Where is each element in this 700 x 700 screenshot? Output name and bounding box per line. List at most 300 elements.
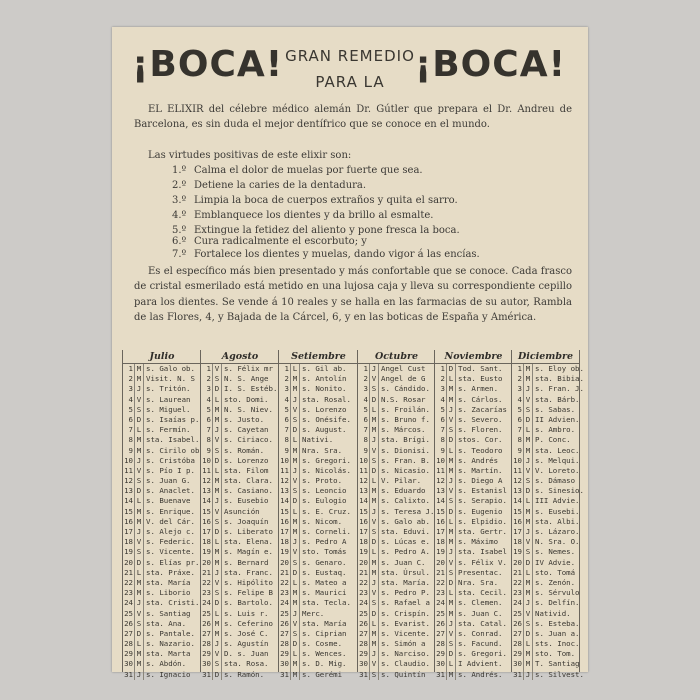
saint-name: s. Tritón. — [146, 384, 191, 394]
calendar-day-row — [512, 629, 579, 639]
weekday-letter: D — [212, 598, 222, 608]
calendar-day-row — [435, 558, 512, 568]
calendar-day-row — [279, 670, 358, 680]
day-number: 17 — [280, 527, 289, 536]
calendar-day-row — [435, 517, 512, 527]
weekday-letter: V — [290, 405, 300, 415]
day-number: 23 — [202, 588, 211, 598]
month-header: Octubre — [358, 350, 435, 364]
saint-name: s. Cándido. — [381, 384, 430, 394]
weekday-letter: M — [290, 374, 300, 384]
virtue-item — [172, 178, 366, 193]
saint-name: s. Severo. — [458, 414, 503, 424]
calendar-day-row — [279, 537, 358, 547]
calendar-day-row — [123, 415, 201, 425]
day-number: 9 — [206, 445, 211, 455]
day-number: 26 — [359, 618, 368, 628]
saint-name: s. Zenón. — [535, 577, 576, 587]
day-number: 4 — [206, 394, 211, 404]
weekday-letter: M — [290, 598, 300, 608]
day-number: 16 — [280, 516, 289, 526]
calendar-day-row — [279, 629, 358, 639]
saint-name: s. Félix V. — [458, 557, 507, 567]
calendar-day-row — [358, 649, 435, 659]
day-number: 29 — [359, 649, 368, 659]
weekday-letter: M — [446, 466, 456, 476]
saint-name: s. Zacarías — [458, 404, 507, 414]
calendar-day-row — [512, 669, 584, 680]
weekday-letter: L — [134, 496, 144, 506]
saint-name: sta. Bárb. — [535, 394, 580, 404]
calendar-day-row — [435, 649, 512, 659]
saint-name: s. Cárlos. — [458, 394, 503, 404]
weekday-letter: V — [212, 649, 222, 659]
calendar-day-row — [279, 578, 358, 588]
weekday-letter: D — [369, 466, 379, 476]
day-number: 31 — [513, 669, 522, 679]
day-number: 6 — [363, 414, 368, 424]
day-number: 7 — [206, 425, 211, 435]
saint-name: P. Conc. — [535, 435, 571, 445]
weekday-letter: S — [290, 629, 300, 639]
calendar-day-row — [279, 517, 358, 527]
day-number: 14 — [280, 496, 289, 506]
day-number: 26 — [202, 618, 211, 628]
saint-name: s. Ciriaco. — [224, 435, 273, 445]
weekday-letter: M — [446, 456, 456, 466]
weekday-letter: M — [446, 395, 456, 405]
calendar-day-row — [512, 435, 579, 445]
day-number: 30 — [280, 659, 289, 669]
calendar-day-row — [512, 446, 579, 456]
weekday-letter: M — [134, 578, 144, 588]
virtue-number: 1.º — [172, 165, 187, 176]
saint-name: s. Gregori. — [302, 455, 351, 465]
weekday-letter: S — [446, 639, 456, 649]
saint-name: sta. Franc. — [224, 567, 273, 577]
saint-name: s. Román. — [224, 445, 265, 455]
calendar-day-row — [358, 486, 435, 496]
calendar-day-row — [435, 466, 512, 476]
weekday-letter: J — [446, 619, 456, 629]
saint-name: s. Eustaq. — [302, 567, 347, 577]
saint-name: s. Gregori. — [458, 649, 507, 659]
day-number: 24 — [359, 598, 368, 608]
day-number: 14 — [436, 496, 445, 506]
saint-name: s. Crispín. — [381, 608, 430, 618]
calendar-day-row — [512, 578, 579, 588]
saint-name: sta. Marta — [146, 649, 191, 659]
day-number: 12 — [124, 476, 133, 486]
saint-name: s. Simón a — [381, 639, 426, 649]
calendar-day-row — [435, 670, 512, 680]
day-number: 2 — [517, 374, 522, 384]
weekday-letter: D — [446, 507, 456, 517]
saint-name: s. Juan C. — [381, 557, 426, 567]
weekday-letter: D — [446, 649, 456, 659]
day-number: 9 — [363, 445, 368, 455]
calendar-day-row — [435, 425, 512, 435]
weekday-letter: D — [446, 435, 456, 445]
saint-name: s. Hipólito — [224, 577, 273, 587]
calendar-day-row — [358, 609, 435, 619]
weekday-letter: S — [446, 568, 456, 578]
weekday-letter: V — [134, 609, 144, 619]
calendar-day-row — [358, 405, 435, 415]
weekday-letter: M — [523, 446, 533, 456]
calendar-day-row — [279, 364, 358, 374]
saint-name: I. S. Estéb. — [224, 384, 278, 394]
calendar-day-row — [358, 476, 435, 486]
weekday-letter: L — [446, 517, 456, 527]
day-number: 29 — [124, 649, 133, 659]
day-number: 6 — [440, 414, 445, 424]
calendar-day-row — [512, 466, 579, 476]
weekday-letter: M — [523, 578, 533, 588]
weekday-letter: S — [290, 486, 300, 496]
day-number: 16 — [513, 516, 522, 526]
calendar-day-row — [512, 496, 579, 506]
weekday-letter: M — [369, 496, 379, 506]
saint-name: Asunción — [224, 506, 260, 516]
calendar-day-row — [435, 568, 512, 578]
day-number: 17 — [359, 527, 368, 536]
day-number: 30 — [202, 659, 211, 669]
weekday-letter: M — [290, 446, 300, 456]
calendar-day-row — [358, 517, 435, 527]
saint-name: II Advien. — [535, 414, 580, 424]
day-number: 26 — [280, 618, 289, 628]
calendar-day-row — [123, 659, 201, 669]
calendar-day-row — [201, 425, 279, 435]
day-number: 2 — [128, 374, 133, 384]
weekday-letter: D — [369, 537, 379, 547]
weekday-letter: J — [446, 547, 456, 557]
calendar-day-row — [512, 486, 584, 496]
saint-name: sta. Leoc. — [535, 445, 580, 455]
calendar-day-row — [358, 659, 435, 669]
day-number: 2 — [440, 374, 445, 384]
saint-name: s. Andrés — [458, 455, 499, 465]
weekday-letter: J — [134, 598, 144, 608]
day-number: 17 — [513, 527, 522, 536]
day-number: 25 — [436, 608, 445, 618]
weekday-letter: M — [446, 609, 456, 619]
calendar-day-row — [201, 456, 279, 466]
saint-name: s. Estanisl — [458, 486, 507, 496]
weekday-letter: L — [369, 405, 379, 415]
calendar-day-row — [201, 619, 279, 629]
month-header: Setiembre — [279, 350, 358, 364]
weekday-letter: V — [134, 537, 144, 547]
calendar-day-row — [123, 588, 201, 598]
calendar-day-row — [358, 415, 435, 425]
calendar-day-row — [123, 364, 201, 374]
saint-name: s. Leoncio — [302, 486, 347, 496]
calendar-day-row — [435, 507, 512, 517]
day-number: 12 — [513, 476, 522, 486]
weekday-letter: D — [134, 415, 144, 425]
weekday-letter: V — [290, 476, 300, 486]
calendar-day-row — [279, 374, 358, 384]
day-number: 7 — [363, 425, 368, 435]
saint-name: s. Galo ob. — [146, 364, 195, 373]
day-number: 27 — [280, 628, 289, 638]
calendar-day-row — [123, 578, 201, 588]
saint-name: s. Sabas. — [535, 404, 576, 414]
remedy-title-line2: PARA LA — [315, 73, 385, 91]
weekday-letter: M — [134, 364, 144, 374]
weekday-letter: L — [290, 435, 300, 445]
calendar-day-row — [123, 558, 201, 568]
day-number: 3 — [363, 384, 368, 394]
weekday-letter: S — [290, 415, 300, 425]
headline-right: ¡BOCA! — [414, 44, 566, 85]
saint-name: s. Máximo — [458, 537, 499, 547]
saint-name: sto. Tomá — [535, 567, 576, 577]
day-number: 8 — [440, 435, 445, 445]
saint-name: s. Bruno f. — [381, 414, 430, 424]
saint-name: I Advient. — [458, 659, 503, 669]
calendar-day-row — [512, 558, 579, 568]
saint-name: s. Lorenzo — [224, 455, 269, 465]
weekday-letter: D — [212, 527, 222, 537]
day-number: 22 — [124, 577, 133, 587]
calendar-day-row — [358, 507, 435, 517]
remedy-title-line1: GRAN REMEDIO — [285, 47, 415, 65]
saint-name: sto. Tomás — [302, 547, 347, 557]
saint-name: sto. Domi. — [224, 394, 269, 404]
calendar-day-row — [201, 374, 279, 384]
day-number: 9 — [517, 445, 522, 455]
calendar-day-row — [201, 598, 279, 608]
weekday-letter: J — [369, 649, 379, 659]
weekday-letter: V — [369, 446, 379, 456]
calendar-day-row — [201, 639, 279, 649]
calendar-day-row — [123, 446, 201, 456]
saint-name: s. Claudio. — [381, 659, 430, 669]
weekday-letter: M — [369, 639, 379, 649]
saint-name: s. Andrés. — [458, 669, 503, 679]
saint-name: V. Loreto. — [535, 465, 580, 475]
calendar-month-noviembre — [434, 350, 512, 679]
calendar-day-row — [279, 547, 358, 557]
calendar-month-octubre — [357, 350, 435, 679]
weekday-letter: S — [369, 527, 379, 537]
weekday-letter: S — [134, 476, 144, 486]
saint-name: s. Teresa J. — [381, 506, 435, 516]
calendar-day-row — [123, 486, 201, 496]
calendar-day-row — [435, 476, 512, 486]
virtue-text: Limpia la boca de cuerpos extraños y quita el sarro. — [194, 195, 458, 206]
day-number: 6 — [517, 414, 522, 424]
weekday-letter: J — [523, 456, 533, 466]
saint-name: s. Márcos. — [381, 425, 426, 435]
day-number: 20 — [513, 557, 522, 567]
day-number: 4 — [284, 394, 289, 404]
day-number: 4 — [363, 394, 368, 404]
day-number: 29 — [202, 649, 211, 659]
calendar-day-row — [123, 435, 201, 445]
weekday-letter: L — [523, 639, 533, 649]
weekday-letter: J — [134, 384, 144, 394]
weekday-letter: V — [446, 558, 456, 568]
calendar-day-row — [123, 639, 201, 649]
weekday-letter: L — [134, 568, 144, 578]
calendar-day-row — [512, 537, 579, 547]
weekday-letter: D — [369, 395, 379, 405]
weekday-letter: L — [290, 649, 300, 659]
day-number: 18 — [513, 537, 522, 547]
calendar-day-row — [279, 496, 358, 506]
weekday-letter: D — [134, 558, 144, 568]
saint-name: s. Nazario. — [146, 639, 195, 649]
calendar-month-agosto — [200, 350, 279, 679]
day-number: 25 — [280, 608, 289, 618]
saint-name: s. Eugenio — [458, 506, 503, 516]
weekday-letter: D — [290, 425, 300, 435]
calendar-day-row — [512, 507, 579, 517]
calendar-day-row — [435, 364, 512, 374]
weekday-letter: J — [523, 527, 533, 537]
calendar-day-row — [123, 517, 201, 527]
calendar-day-row — [201, 517, 279, 527]
day-number: 14 — [202, 496, 211, 506]
saint-name: s. Sérvulo — [535, 588, 580, 598]
saint-name: s. Esteba. — [535, 618, 580, 628]
calendar-day-row — [123, 527, 201, 537]
weekday-letter: M — [212, 486, 222, 496]
calendar-day-row — [279, 415, 358, 425]
virtue-number: 6.º — [172, 236, 187, 247]
weekday-letter: S — [523, 547, 533, 557]
saint-name: s. Bartolo. — [224, 598, 273, 608]
calendar-day-row — [279, 588, 358, 598]
saint-name: s. Diego A — [458, 476, 503, 486]
day-number: 24 — [436, 598, 445, 608]
day-number: 26 — [513, 618, 522, 628]
weekday-letter: M — [523, 517, 533, 527]
day-number: 31 — [202, 669, 211, 679]
weekday-letter: M — [212, 547, 222, 557]
calendar-day-row — [512, 476, 579, 486]
weekday-letter: D — [212, 456, 222, 466]
saint-name: s. Narciso. — [381, 649, 430, 659]
weekday-letter: M — [446, 670, 456, 680]
saint-name: sta. Ana. — [146, 618, 187, 628]
calendar-day-row — [512, 425, 579, 435]
calendar-day-row — [512, 405, 579, 415]
weekday-letter: D — [523, 629, 533, 639]
calendar-day-row — [512, 659, 579, 669]
weekday-letter: V — [369, 374, 379, 384]
day-number: 21 — [280, 567, 289, 577]
calendar-month-diciembre — [511, 350, 584, 679]
headline-left: ¡BOCA! — [132, 44, 284, 85]
day-number: 19 — [359, 547, 368, 557]
day-number: 23 — [359, 588, 368, 598]
weekday-letter: M — [446, 537, 456, 547]
calendar-day-row — [279, 609, 358, 619]
weekday-letter: L — [369, 547, 379, 557]
calendar-day-row — [123, 476, 201, 486]
weekday-letter: J — [523, 598, 533, 608]
weekday-letter: L — [212, 466, 222, 476]
weekday-letter: J — [290, 466, 300, 476]
calendar-day-row — [358, 364, 435, 374]
calendar-day-row — [279, 476, 358, 486]
saint-name: s. Elías pr. — [146, 557, 200, 567]
calendar-day-row — [358, 578, 435, 588]
saint-name: V. Pilar. — [381, 476, 422, 486]
saint-name: sta. Cristi. — [146, 598, 200, 608]
weekday-letter: S — [369, 384, 379, 394]
calendar-day-row — [201, 568, 279, 578]
calendar-day-row — [512, 395, 579, 405]
calendar-day-row — [358, 374, 435, 384]
day-number: 8 — [284, 435, 289, 445]
weekday-letter: J — [523, 670, 533, 680]
saint-name: s. Fermín. — [146, 425, 191, 435]
calendar-day-row — [435, 456, 512, 466]
saint-name: s. Teodoro — [458, 445, 503, 455]
saint-name: s. Galo ab. — [381, 516, 430, 526]
saint-name: s. Liborio — [146, 588, 191, 598]
weekday-letter: M — [523, 659, 533, 669]
calendar-table — [122, 350, 584, 679]
saint-name: Angel de G — [381, 374, 426, 384]
day-number: 19 — [280, 547, 289, 557]
saint-name: Nativid. — [535, 608, 571, 618]
calendar-day-row — [512, 639, 579, 649]
weekday-letter: V — [212, 364, 222, 374]
saint-name: s. Fran. J. — [535, 384, 584, 394]
weekday-letter: J — [212, 425, 222, 435]
day-number: 21 — [359, 567, 368, 577]
saint-name: s. Anaclet. — [146, 486, 195, 496]
saint-name: s. Magín e. — [224, 547, 273, 557]
saint-name: s. Eusebio — [224, 496, 269, 506]
day-number: 27 — [202, 628, 211, 638]
calendar-day-row — [358, 588, 435, 598]
weekday-letter: M — [369, 558, 379, 568]
weekday-letter: M — [369, 425, 379, 435]
calendar-day-row — [512, 384, 584, 394]
saint-name: s. Lorenzo — [302, 404, 347, 414]
weekday-letter: D — [523, 558, 533, 568]
saint-name: Merc. — [302, 608, 325, 618]
weekday-letter: V — [290, 619, 300, 629]
weekday-letter: J — [134, 670, 144, 680]
saint-name: s. Lázaro. — [535, 527, 580, 536]
saint-name: IV Advie. — [535, 557, 576, 567]
calendar-day-row — [435, 598, 512, 608]
weekday-letter: M — [212, 619, 222, 629]
day-number: 28 — [202, 639, 211, 649]
saint-name: sta. Brígi. — [381, 435, 430, 445]
weekday-letter: M — [290, 659, 300, 669]
calendar-day-row — [358, 446, 435, 456]
day-number: 16 — [436, 516, 445, 526]
calendar-day-row — [512, 517, 579, 527]
day-number: 15 — [513, 506, 522, 516]
saint-name: Nra. Sra. — [302, 445, 343, 455]
weekday-letter: L — [290, 507, 300, 517]
weekday-letter: L — [523, 496, 533, 506]
weekday-letter: M — [212, 405, 222, 415]
saint-name: s. José C. — [224, 628, 269, 638]
day-number: 31 — [124, 669, 133, 679]
